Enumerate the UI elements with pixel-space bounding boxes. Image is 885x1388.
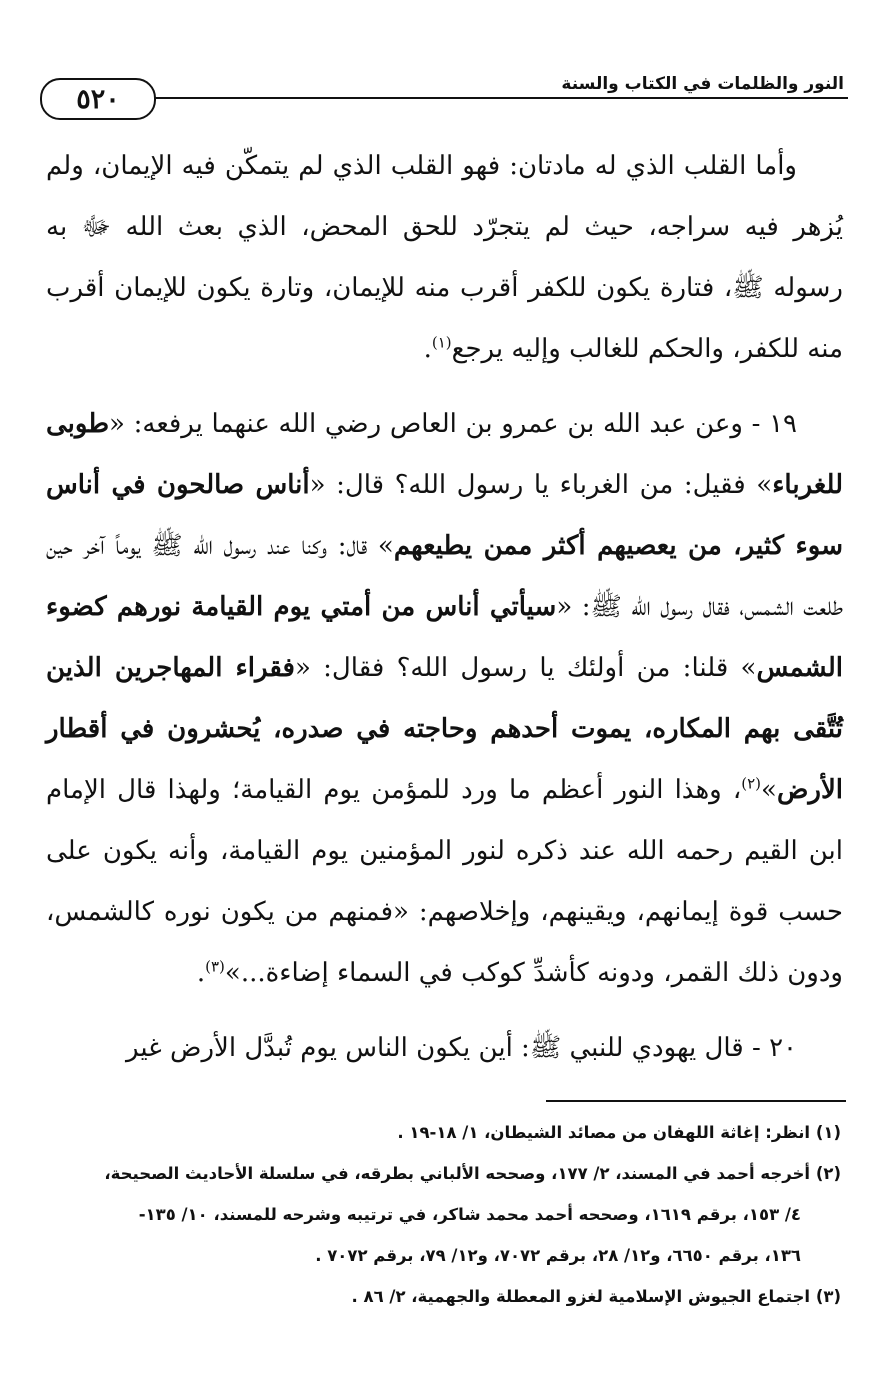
footnotes <box>42 1112 841 1317</box>
footnote-rule <box>546 1100 846 1102</box>
header-rule <box>152 97 848 99</box>
footnote-ref-1: (١) <box>431 333 452 352</box>
hadith-quote-3: سيأتي أناس من أمتي يوم القيامة نورهم كضوء الشمس <box>46 592 843 683</box>
footnote-ref-2: (٢) <box>741 774 762 793</box>
p2-part-i: » <box>761 775 777 805</box>
p2-end: . <box>196 958 206 988</box>
page-header <box>40 74 848 122</box>
p2-part-c: » فقيل: من الغرباء يا رسول الله؟ قال: « <box>309 470 773 500</box>
p2-part-a: ١٩ - وعن عبد الله بن عمرو بن العاص رضي الله عنهما يرفعه: « <box>109 409 797 439</box>
paragraph-1 <box>46 136 843 380</box>
p2-part-g: » قلنا: من أولئك يا رسول الله؟ فقال: « <box>294 653 757 683</box>
running-title: النور والظلمات في الكتاب والسنة <box>553 74 844 94</box>
hadith-quote-4: فقراء المهاجرين الذين تُتَّقى بهم المكاره، يموت أحدهم وحاجته في صدره، يُحشرون في أقطار الأرض <box>46 653 843 805</box>
footnote-2-line-3: ١٣٦، برقم ٦٦٥٠، و١٢/ ٢٨، برقم ٧٠٧٢، و١٢/ ٧٩، برقم ٧٠٧٢ . <box>315 1246 801 1265</box>
p2-part-e: » قال: وكنا عند رسول الله ﷺ يوماً آخر حين طلعت الشمس، فقال رسول الله ﷺ: « <box>46 531 843 622</box>
footnote-ref-3: (٣) <box>205 957 225 976</box>
hadith-quote-2: أناس صالحون في أناس سوء كثير، من يعصيهم أكثر ممن يطيعهم <box>46 470 843 561</box>
paragraph-1-text: وأما القلب الذي له مادتان: فهو القلب الذي لم يتمكّن فيه الإيمان، ولم يُزهر فيه سراجه، حيث لم يتجرّد للحق المحض، الذي بعث الله ﷻ به رسوله ﷺ، فتارة يكون للكفر أقرب منه للإيمان، وتارة يكون للإيمان أقرب منه للكفر، والحكم للغالب وإليه يرجع <box>46 151 843 364</box>
main-text <box>46 136 843 1093</box>
hadith-quote-1: طوبى للغرباء <box>46 409 843 500</box>
footnote-2-line-2: ٤/ ١٥٣، برقم ١٦١٩، وصححه أحمد محمد شاكر، في ترتيبه وشرحه للمسند، ١٠/ ١٣٥- <box>138 1205 801 1224</box>
paragraph-2 <box>46 394 843 1004</box>
p2-part-j: ، وهذا النور أعظم ما ورد للمؤمن يوم القيامة؛ ولهذا قال الإمام ابن القيم رحمه الله عند ذكره لنور المؤمنين يوم القيامة، وأنه يكون على حسب قوة إيمانهم، ويقينهم، وإخلاصهم: «فمنهم من يكون نوره كالشمس، ودون ذلك القمر، ودونه كأشدِّ كوكب في السماء إضاءة...» <box>46 775 843 988</box>
page-number: ٥٢٠ <box>40 78 156 120</box>
footnote-1: (١) انظر: إغاثة اللهفان من مصائد الشيطان، ١/ ١٨-١٩ . <box>397 1123 841 1142</box>
paragraph-1-end: . <box>423 334 432 364</box>
footnote-3: (٣) اجتماع الجيوش الإسلامية لغزو المعطلة والجهمية، ٢/ ٨٦ . <box>351 1287 841 1306</box>
paragraph-3: ٢٠ - قال يهودي للنبي ﷺ: أين يكون الناس يوم تُبدَّل الأرض غير <box>125 1033 797 1063</box>
footnote-2-line-1: (٢) أخرجه أحمد في المسند، ٢/ ١٧٧، وصححه الألباني بطرقه، في سلسلة الأحاديث الصحيحة، <box>104 1164 841 1183</box>
